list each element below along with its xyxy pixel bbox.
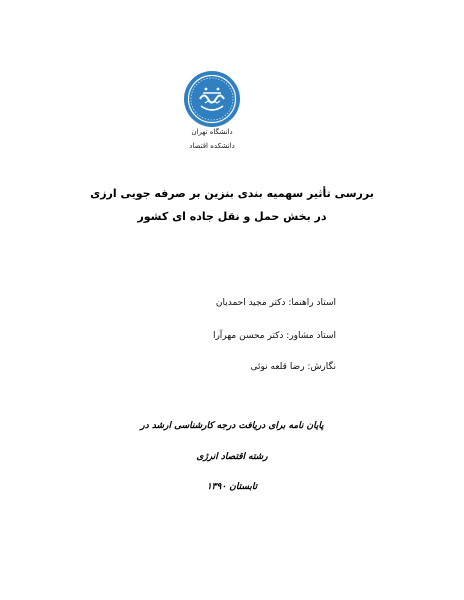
date-line: تابستان ۱۳۹۰ xyxy=(206,482,258,492)
university-seal-icon xyxy=(183,70,241,128)
thesis-title-line-2: در بخش حمل و نقل جاده ای کشور xyxy=(137,210,327,223)
faculty-name: دانشکده اقتصاد xyxy=(189,142,235,150)
consultant-line: استاد مشاور: دکتر محسن مهرآرا xyxy=(212,331,336,341)
advisor-line: استاد راهنما: دکتر مجید احمدیان xyxy=(215,298,336,308)
degree-statement: پایان نامه برای دریافت درجه کارشناسی ارشد در xyxy=(140,421,324,431)
author-line: نگارش: رضا قلعه نوئی xyxy=(250,362,336,372)
thesis-title-line-1: بررسی تأثیر سهمیه بندی بنزین بر صرفه جویی ارزی xyxy=(90,187,374,200)
field-of-study: رشته اقتصاد انرژی xyxy=(196,452,268,462)
university-name: دانشگاه تهران xyxy=(191,128,233,136)
